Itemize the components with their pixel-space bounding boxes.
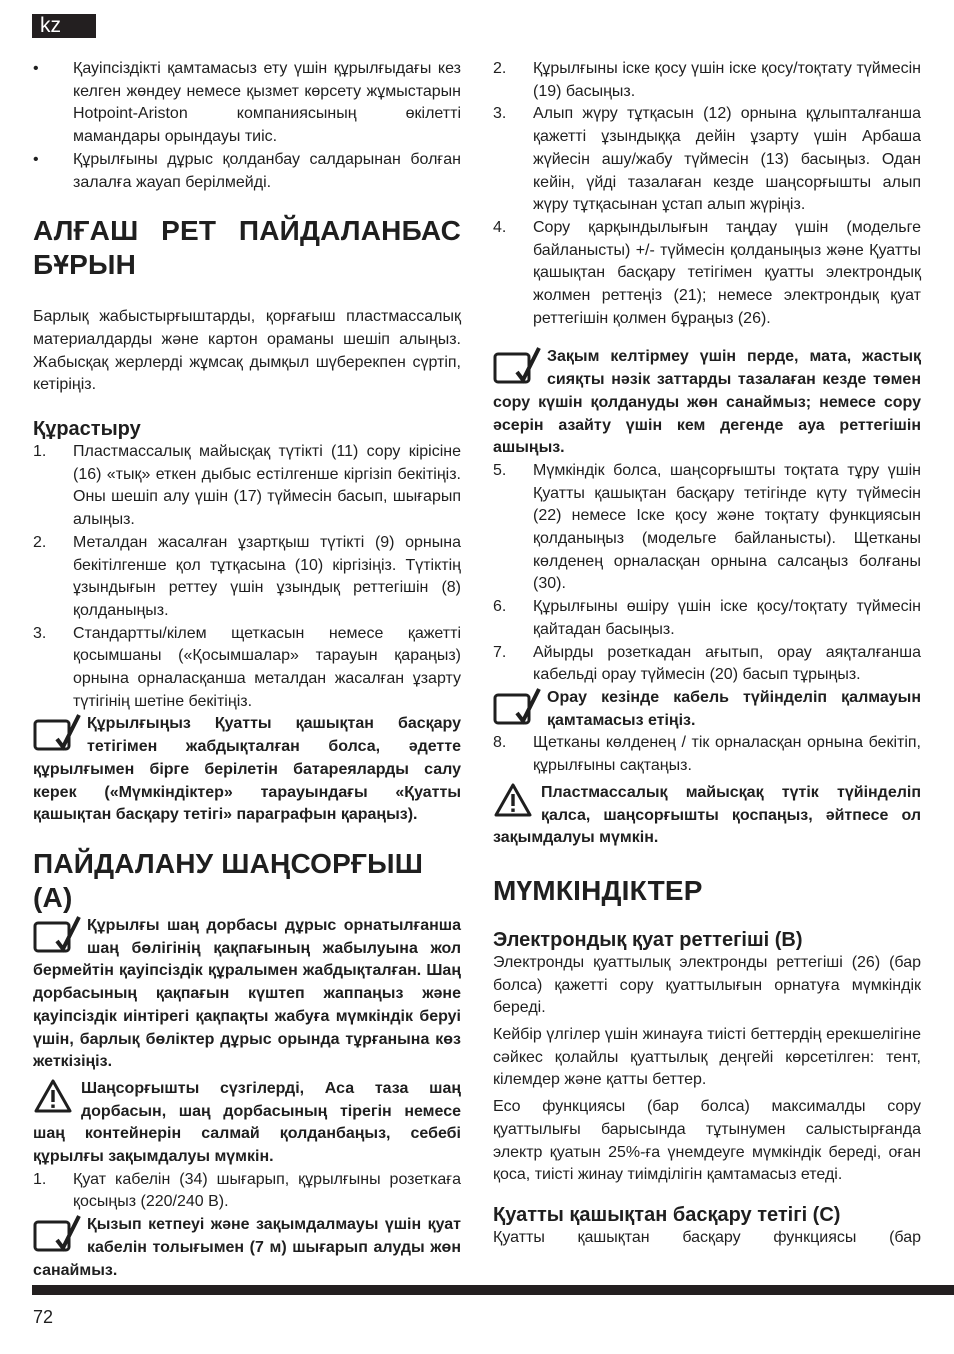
remote-control-title: Қуатты қашықтан басқару тетігі (C) bbox=[493, 1203, 841, 1226]
bullet-marker: • bbox=[33, 60, 39, 77]
note-check-icon bbox=[33, 1214, 85, 1254]
assembly-step: 2. Металдан жасалған ұзартқыш түтікті (9) орнына бекітілгенше қол тұтқасына (10) кіргізіңіз. Түтіктің ұзындығын реттеу үшін ұзындық реттегішін (8) қолданыңыз. bbox=[33, 533, 461, 619]
remote-control-text: Қуатты қашықтан басқару функциясы (бар bbox=[493, 1228, 921, 1246]
using-step: 6. Құрылғыны өшіру үшін іске қосу/тоқтату түймесін қайтадан басыңыз. bbox=[493, 598, 921, 638]
language-tab: kz bbox=[32, 14, 96, 38]
before-first-use-text: Барлық жабыстырғыштарды, қорғағыш пластмассалық материалдарды және картон ораманы шешіп алыңыз. Жабысқақ жерлерді жұмсақ дымқыл шүберекпен сүртіп, кетіріңіз. bbox=[33, 308, 461, 394]
note-cable: Қызып кетпеуі және зақымдалмауы үшін қуат кабелін толығымен (7 м) шығарып алуды жөн санаймыз. bbox=[33, 1216, 461, 1279]
note-remote-batteries: Құрылғыңыз Қуатты қашықтан басқару тетігімен жабдықталған болса, әдетте құрылғымен бірге берілетін батареяларды салу керек («Мүмкіндіктер» тарауындағы «Қуатты қашықтан басқару тетігі» параграфын қараңыз). bbox=[33, 715, 461, 824]
section-title-before-first-use: АЛҒАШ РЕТ ПАЙДАЛАНБАС БҰРЫН bbox=[33, 215, 461, 281]
warning-icon bbox=[33, 1078, 79, 1118]
note-delicate-fabrics: Зақым келтірмеу үшін перде, мата, жастық сияқты нәзік заттарды тазалаған кезде төмен сору күшін қолдануды жөн санаймыз; немесе сору әсерін азайту үшін кем дегенде ауа реттегішін ашыңыз. bbox=[493, 348, 921, 457]
section-title-features: МҮМКІНДІКТЕР bbox=[493, 874, 703, 906]
bullet-item bbox=[33, 149, 461, 194]
assembly-title: Құрастыру bbox=[33, 418, 141, 441]
using-step: 8. Щетканы көлденең / тік орналасқан орнына бекітіп, құрылғыны сақтаңыз. bbox=[493, 734, 921, 775]
using-step: 4. Сору қарқындылығын таңдау үшін (модельге байланысты) +/- түймесін қолданыңыз және Қуатты қашықтан басқару тетігімен қуатты электрондық жолмен реттеңіз (21); немесе электрондық қуат реттегішін қолмен бұраңыз (26). bbox=[493, 218, 921, 327]
page-number: 72 bbox=[33, 1307, 54, 1327]
bullet-item bbox=[33, 58, 461, 149]
note-check-icon bbox=[33, 915, 85, 955]
power-regulator-text: Электронды қуаттылық электронды реттегіші (26) (бар болса) қажетті сору қуаттылығын орнатуға мүмкіндік береді. bbox=[493, 953, 921, 1017]
power-regulator-text: Кейбір үлгілер үшін жинауға тиісті беттердің ерекшелігіне сәйкес қолайлы қуаттылық деңгейі көрсетілген: тент, кілемдер және қатты беттер. bbox=[493, 1026, 921, 1089]
note-dust-bag: Құрылғы шаң дорбасы дұрыс орнатылғанша шаң бөлігінің қақпағының жабылуына жол бермейтін қауіпсіздік құралымен жабдықталған. Шаң дорбасының қақпағын күштеп жаппаңыз және қауіпсіздік иінтірегі қақпақты жабуға мүмкіндік беруі үшін, барлық бөліктер дұрыс орында тұрғанына көз жеткізіңіз. bbox=[33, 916, 461, 1071]
power-regulator-text: Eco функциясы (бар болса) максималды сору қуаттылығы барысында тұтынумен салыстырғанда электр қуатын 25%-ға үнемдеуге мүмкіндік береді, оған қоса, тиісті жинау тиімділігін қамтамасыз етеді. bbox=[493, 1098, 921, 1184]
warning-filters: Шаңсорғышты сүзгілерді, Аса таза шаң дорбасын, шаң дорбасының тірегін немесе шаң контейнерін салмай қолданбаңыз, себебі құрылғы зақымдалуы мүмкін. bbox=[33, 1079, 461, 1166]
bullet-text: Қауіпсіздікті қамтамасыз ету үшін құрылғыдағы кез келген жөндеу немесе қызмет көрсету жұмыстарын Hotpoint-Ariston компаниясының өкілетті мамандары орындауы тиіс. bbox=[73, 60, 461, 146]
using-step: 5. Мүмкіндік болса, шаңсорғышты тоқтата тұру үшін Қуатты қашықтан басқару тетігінде күту түймесін (22) немесе Іске қосу және тоқтату функциясын қолданыңыз (модельге байланысты). Щетканы көлденең орналасқан орнына салсаңыз болғаны (30). bbox=[493, 461, 921, 593]
right-column bbox=[493, 58, 921, 1250]
warning-icon bbox=[493, 782, 539, 822]
left-column bbox=[33, 58, 461, 1282]
warning-hose: Пластмассалық майысқақ түтік түйінделіп қалса, шаңсорғышты қоспаңыз, әйтпесе ол зақымдалуы мүмкін. bbox=[493, 783, 921, 847]
note-check-icon bbox=[493, 346, 545, 386]
note-check-icon bbox=[493, 687, 545, 727]
section-title-using: ПАЙДАЛАНУ ШАҢСОРҒЫШ (A) bbox=[33, 847, 424, 913]
note-cable-rewind: Орау кезінде кабель түйінделіп қалмауын қамтамасыз етіңіз. bbox=[493, 687, 921, 732]
using-step: 1. Қуат кабелін (34) шығарып, құрылғыны розеткаға қосыңыз (220/240 В). bbox=[33, 1170, 461, 1211]
using-step: 2. Құрылғыны іске қосу үшін іске қосу/тоқтату түймесін (19) басыңыз. bbox=[493, 60, 921, 100]
using-step: 3. Алып жүру тұтқасын (12) орнына құлыпталғанша қажетті ұзындыққа дейін ұзарту үшін Арбаша жүйесін ашу/жабу түймесін (13) басыңыз. Одан кейін, үйді тазалаған кезде шаңсорғышты алып жүру тұтқасынан ұстап алып жүріңіз. bbox=[493, 105, 921, 214]
footer-bar bbox=[32, 1285, 954, 1295]
note-check-icon bbox=[33, 713, 85, 753]
bullet-text: Құрылғыны дұрыс қолданбау салдарынан болған залалға жауап берілмейді. bbox=[73, 150, 461, 191]
assembly-step: 3. Стандартты/кілем щеткасын немесе қажетті қосымшаны («Қосымшалар» тарауын қараңыз) орнына орналасқанша металдан жасалған ұзарту түтігінің шетіне бекітіңіз. bbox=[33, 624, 461, 710]
bullet-marker: • bbox=[33, 150, 39, 168]
using-step: 7. Айырды розеткадан ағытып, орау аяқталғанша кабельді орау түймесін (20) басып тұрыңыз. bbox=[493, 643, 921, 684]
power-regulator-title: Электрондық қуат реттегіші (B) bbox=[493, 928, 803, 951]
assembly-step: 1. Пластмассалық майысқақ түтікті (11) сору кірісіне (16) «тық» еткен дыбыс естілгенше кіргізіп бекітіңіз. Оны шешіп алу үшін (17) түймесін басып, шығарып алыңыз. bbox=[33, 443, 461, 529]
